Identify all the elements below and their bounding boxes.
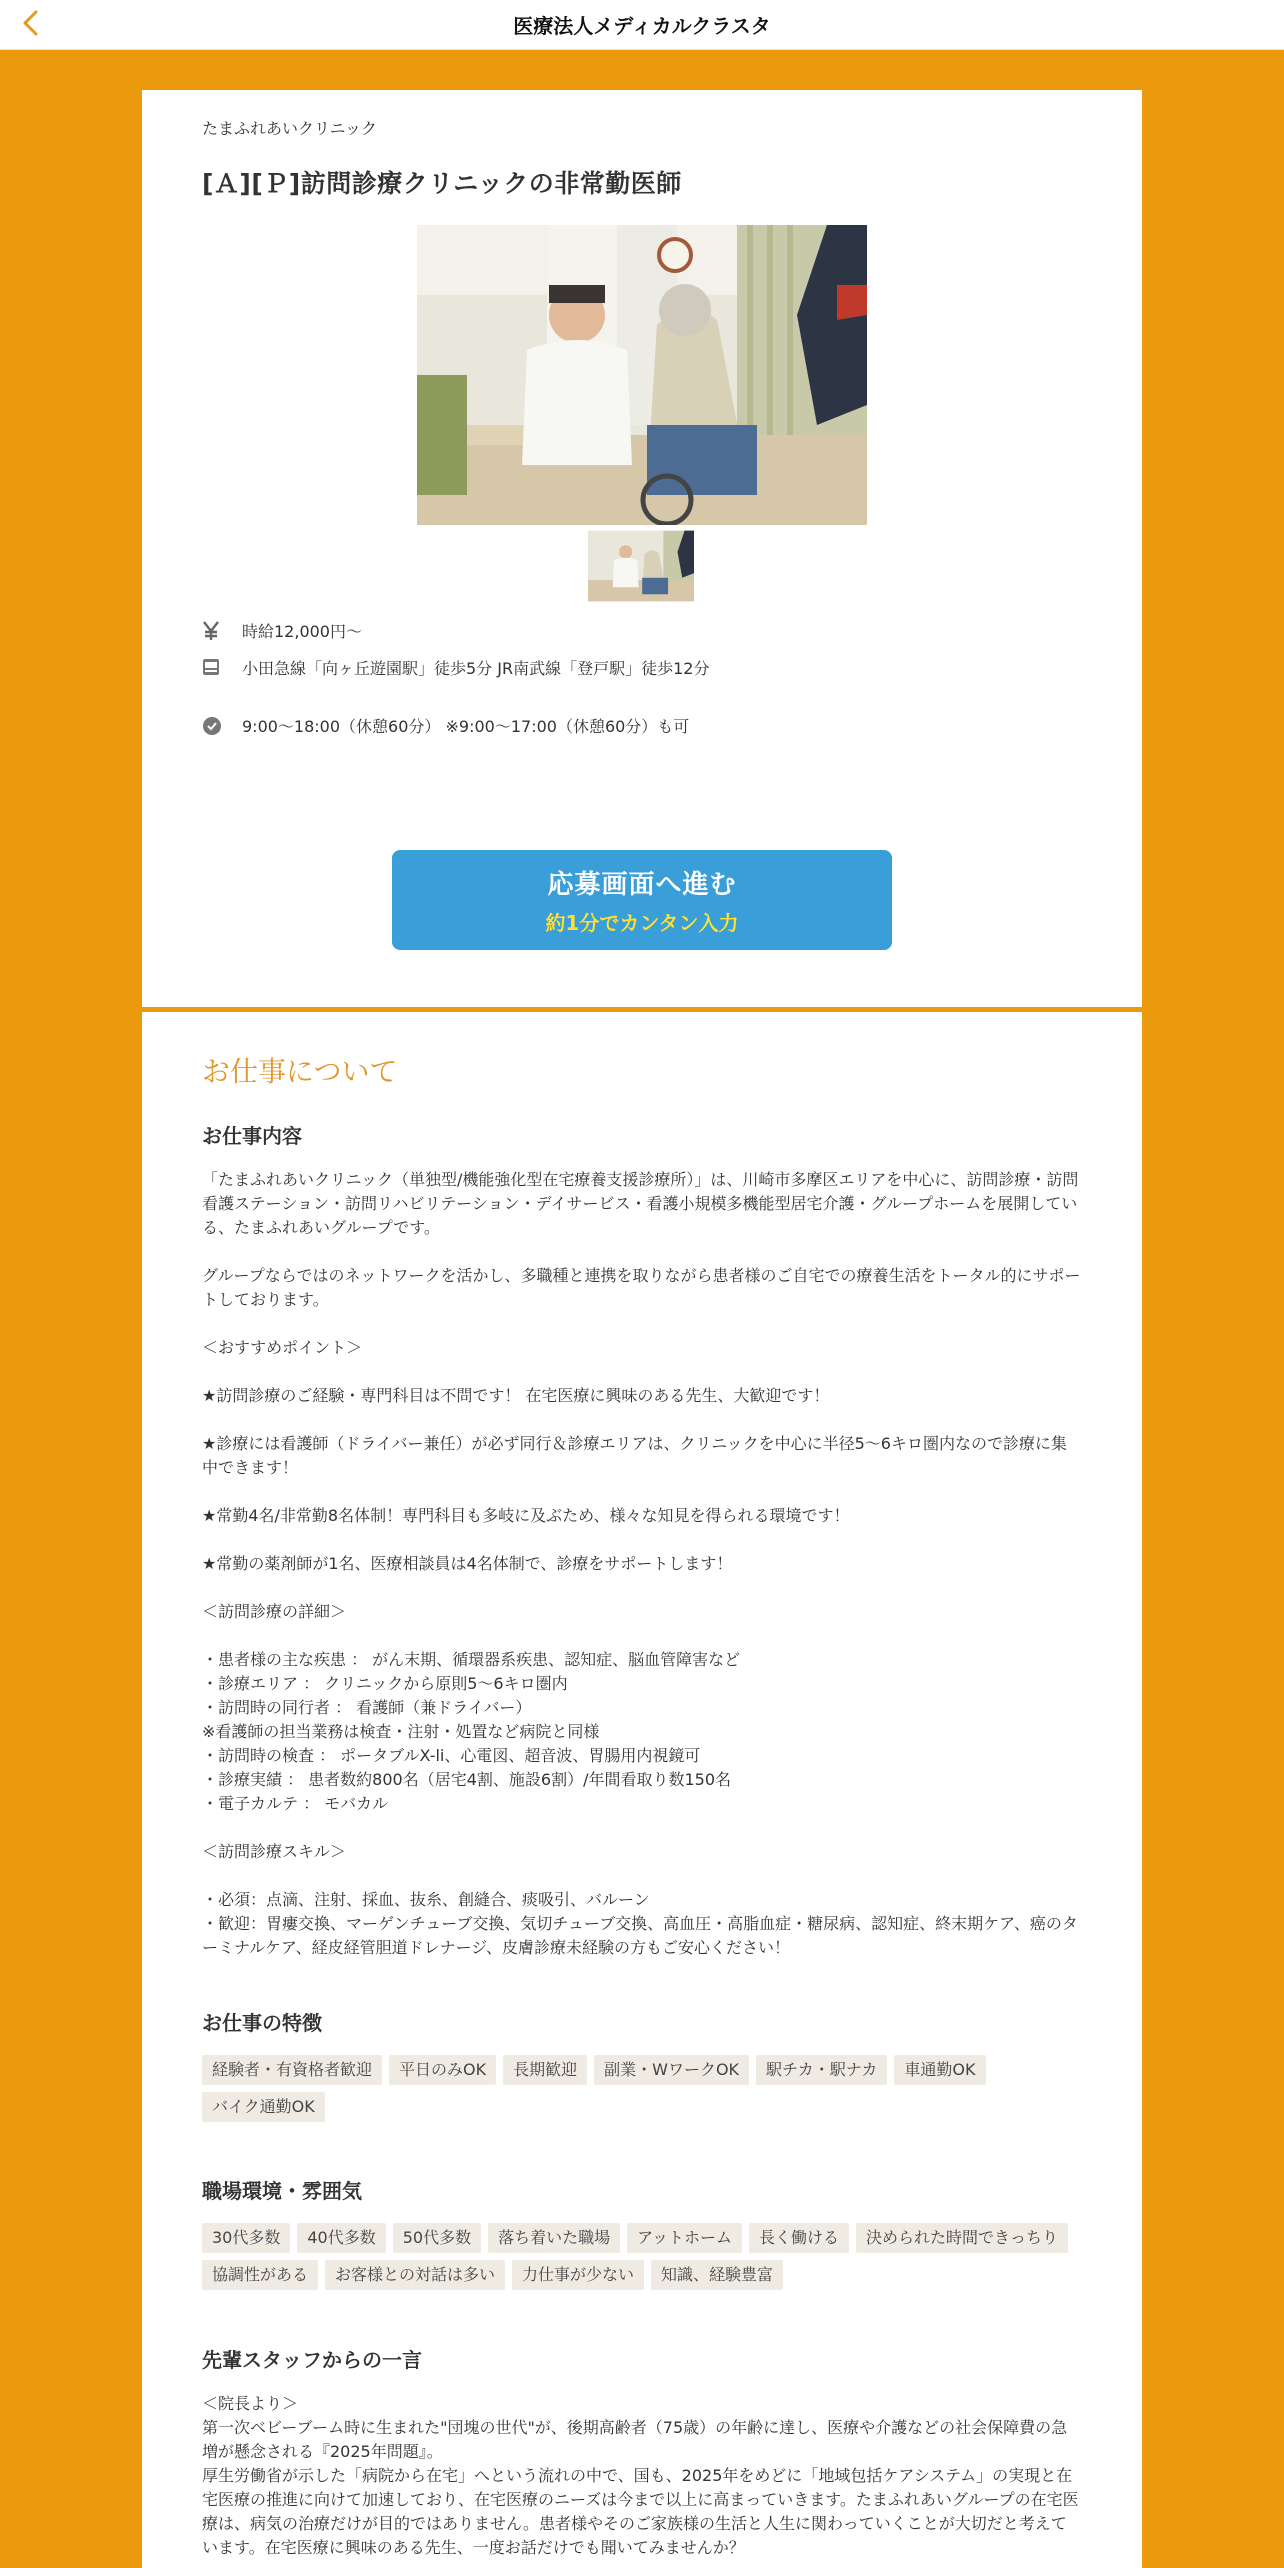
tag: お客様との対話は多い <box>325 2260 505 2290</box>
apply-button-label: 応募画面へ進む <box>547 870 737 900</box>
description-line: グループならではのネットワークを活かし、多職種と連携を取りながら患者様のご自宅での療養生活をトータル的にサポートしております。 <box>202 1266 1081 1309</box>
apply-button[interactable] <box>392 850 892 950</box>
tag: 決められた時間できっちり <box>856 2223 1068 2253</box>
staff-message-line: 厚生労働省が示した「病院から在宅」へという流れの中で、国も、2025年をめどに「地域包括ケアシステム」の実現と在宅医療の推進に向けて加速しており、在宅医療のニーズは今まで以上に高まっていきます。たまふれあいグループの在宅医療は、病気の治療だけが目的ではありません。患者様やそのご家族様の生活と人生に関わっていくことが大切だと考えています。在宅医療に興味のある先生、一度お話だけでも聞いてみませんか？ <box>202 2466 1079 2557</box>
paragraph-gap <box>202 1528 1082 1552</box>
tag: 落ち着いた職場 <box>488 2223 620 2253</box>
hours-line-2: ※9:00～17:00（休憩60分）も可 <box>445 717 690 736</box>
subheading-features: お仕事の特徴 <box>202 2011 322 2035</box>
paragraph-gap <box>202 1408 1082 1432</box>
paragraph-gap <box>202 1360 1082 1384</box>
top-bar <box>0 0 1284 50</box>
tag: 副業・WワークOK <box>594 2055 749 2085</box>
salary-row <box>202 620 362 644</box>
tag: 長く働ける <box>749 2223 849 2253</box>
description-line: ・診療エリア ： クリニックから原則5～6キロ圏内 <box>202 1674 568 1693</box>
access-row <box>202 657 709 681</box>
hours-line-1: 9:00～18:00（休憩60分） <box>242 717 441 736</box>
tag: バイク通勤OK <box>202 2092 325 2122</box>
description-line: ・電子カルテ ： モバカル <box>202 1794 389 1813</box>
tag: 駅チカ・駅ナカ <box>756 2055 887 2085</box>
section-heading-about: お仕事について <box>202 1055 398 1088</box>
paragraph-gap <box>202 1864 1082 1888</box>
job-summary-card <box>142 90 1142 1009</box>
back-button[interactable] <box>14 8 48 42</box>
description-line: ・訪問時の同行者 ： 看護師（兼ドライバー） <box>202 1698 532 1717</box>
description-line: ・必須：点滴、注射、採血、抜糸、創縫合、痰吸引、バルーン <box>202 1890 650 1909</box>
paragraph-gap <box>202 1816 1082 1840</box>
tag: 協調性がある <box>202 2260 318 2290</box>
salary-text: 時給12,000円〜 <box>242 622 362 641</box>
description-line: ・患者様の主な疾患 ： がん末期、循環器系疾患、認知症、脳血管障害など <box>202 1650 741 1669</box>
subheading-staff: 先輩スタッフからの一言 <box>202 2348 422 2372</box>
clinic-name: たまふれあいクリニック <box>202 119 378 138</box>
job-title: [Ａ][Ｐ]訪問診療クリニックの非常勤医師 <box>202 169 682 198</box>
description-line: ※看護師の担当業務は検査・注射・処置など病院と同様 <box>202 1722 600 1741</box>
feature-tags <box>202 2055 1082 2122</box>
paragraph-gap <box>202 1576 1082 1600</box>
description-line: ★診療には看護師（ドライバー兼任）が必ず同行＆診療エリアは、クリニックを中心に半径5～6キロ圏内なので診療に集中できます！ <box>202 1434 1067 1477</box>
paragraph-gap <box>202 1480 1082 1504</box>
train-icon <box>202 657 242 679</box>
subheading-environment: 職場環境・雰囲気 <box>202 2179 362 2203</box>
apply-button-sublabel: 約1分でカンタン入力 <box>545 911 739 935</box>
hours-row <box>202 715 689 739</box>
tag: 知識、経験豊富 <box>651 2260 783 2290</box>
paragraph-gap <box>202 1312 1082 1336</box>
job-details-card <box>142 1012 1142 2568</box>
tag: 車通勤OK <box>894 2055 985 2085</box>
tag: 平日のみOK <box>389 2055 496 2085</box>
subheading-content: お仕事内容 <box>202 1124 302 1148</box>
description-line: ・訪問時の検査 ： ポータブルX-li、心電図、超音波、胃腸用内視鏡可 <box>202 1746 701 1765</box>
description-line: ＜訪問診療スキル＞ <box>202 1842 346 1861</box>
paragraph-gap <box>202 1624 1082 1648</box>
paragraph-gap <box>202 1240 1082 1264</box>
description-line: ＜訪問診療の詳細＞ <box>202 1602 347 1621</box>
environment-tags <box>202 2223 1082 2290</box>
staff-message-line: ＜院長より＞ <box>202 2394 299 2413</box>
yen-icon <box>202 620 242 642</box>
tag: 30代多数 <box>202 2223 290 2253</box>
page-title: 医療法人メディカルクラスタ <box>513 14 771 38</box>
tag: 長期歓迎 <box>503 2055 587 2085</box>
photo-thumbnail[interactable] <box>588 530 694 602</box>
description-line: ★訪問診療のご経験・専門科目は不問です！ 在宅医療に興味のある先生、大歓迎です！ <box>202 1386 830 1405</box>
description-line: ★常勤4名/非常勤8名体制！専門科目も多岐に及ぶため、様々な知見を得られる環境です！ <box>202 1506 850 1525</box>
clock-icon <box>202 715 242 737</box>
access-line-2: JR南武線「登戸駅」徒歩12分 <box>497 659 710 678</box>
tag: 40代多数 <box>297 2223 385 2253</box>
tag: アットホーム <box>627 2223 742 2253</box>
staff-message-line: 第一次ベビーブーム時に生まれた"団塊の世代"が、後期高齢者（75歳）の年齢に達し、医療や介護などの社会保障費の急増が懸念される『2025年問題』。 <box>202 2418 1068 2461</box>
description-line: ・歓迎：胃瘻交換、マーゲンチューブ交換、気切チューブ交換、高血圧・高脂血症・糖尿病、認知症、終末期ケア、癌のターミナルケア、経皮経管胆道ドレナージ、皮膚診療未経験の方もご安心ください！ <box>202 1914 1078 1957</box>
staff-message <box>202 2392 1082 2560</box>
main-photo <box>417 225 867 525</box>
tag: 経験者・有資格者歓迎 <box>202 2055 382 2085</box>
tag: 50代多数 <box>393 2223 481 2253</box>
chevron-left-icon <box>20 10 42 40</box>
tag: 力仕事が少ない <box>512 2260 644 2290</box>
access-line-1: 小田急線「向ヶ丘遊園駅」徒歩5分 <box>242 659 493 678</box>
description-line: ・診療実績 ： 患者数約800名（居宅4割、施設6割）/年間看取り数150名 <box>202 1770 732 1789</box>
description-line: 「たまふれあいクリニック（単独型/機能強化型在宅療養支援診療所）」は、川崎市多摩区エリアを中心に、訪問診療・訪問看護ステーション・訪問リハビリテーション・デイサービス・看護小規模多機能型居宅介護・グループホームを展開している、たまふれあいグループです。 <box>202 1170 1079 1237</box>
job-description <box>202 1168 1082 1960</box>
description-line: ＜おすすめポイント＞ <box>202 1338 363 1357</box>
description-line: ★常勤の薬剤師が1名、医療相談員は4名体制で、診療をサポートします！ <box>202 1554 733 1573</box>
